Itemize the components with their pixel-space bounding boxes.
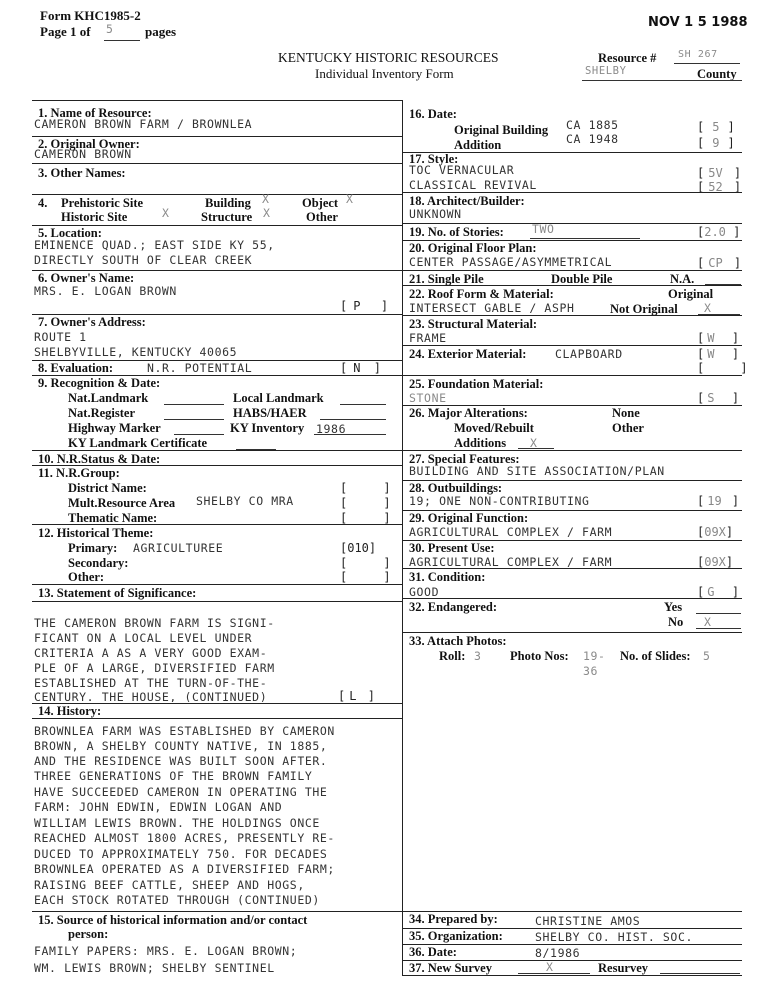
exterior-code-bracket: [ W ] [697,347,740,361]
moved-rebuilt-label: Moved/Rebuilt [454,421,534,435]
slides-value: 5 [703,649,711,663]
endangered-no-label: No [668,615,684,629]
secondary-theme-code-bracket: [ ] [340,556,391,570]
page-suffix: pages [145,24,177,39]
secondary-theme-label: Secondary: [68,556,129,570]
district-name-label: District Name: [68,481,147,495]
field-16-label: 16. Date: [409,107,457,121]
foundation-value: STONE [409,391,447,405]
condition-code: G [707,585,715,599]
slides-label: No. of Slides: [620,649,691,663]
mult-resource-area-label: Mult.Resource Area [68,496,176,510]
nat-landmark-label: Nat.Landmark [68,391,149,405]
nat-landmark-line [164,404,224,405]
field-18-label: 18. Architect/Builder: [409,194,525,208]
structure-mark: X [263,206,271,220]
field-3-label: 3. Other Names: [38,166,126,180]
form-title: KENTUCKY HISTORIC RESOURCES [278,50,499,65]
roll-label: Roll: [439,649,466,663]
stories-code: 2.0 [704,225,726,239]
other-label: Other [306,210,338,224]
history-line-4: THREE GENERATIONS OF THE BROWN FAMILY [34,769,313,783]
floor-plan-value: CENTER PASSAGE/ASYMMETRICAL [409,255,613,269]
history-line-9: DUCED TO APPROXIMATELY 750. FOR DECADES [34,847,328,861]
resource-number-value: SH 267 [678,49,718,60]
style-code-2-bracket: [ 52 ] [697,180,742,194]
field-15-label: 15. Source of historical information and/or contact [38,913,308,927]
building-mark: X [262,192,270,206]
significance-line-2: FICANT ON A LOCAL LEVEL UNDER [34,631,253,645]
roof-not-original-line [698,314,740,315]
architect-value: UNKNOWN [409,207,462,221]
addition-label: Addition [454,138,502,152]
field-1-value: CAMERON BROWN FARM / BROWNLEA [34,117,253,131]
field-12-label: 12. Historical Theme: [38,526,154,540]
field-8-label: 8. Evaluation: [38,361,114,375]
history-line-6: FARM: JOHN EDWIN, EDWIN LOGAN AND [34,800,283,814]
addition-value: CA 1948 [566,132,619,146]
exterior-code: W [707,347,715,361]
field-10-label: 10. N.R.Status & Date: [38,452,161,466]
original-building-code: 5 [712,120,720,134]
new-survey-line [518,973,590,974]
rule [402,192,742,193]
new-survey-mark: X [546,960,554,974]
form-subtitle: Individual Inventory Form [315,66,454,81]
roof-original-label: Original [668,287,714,301]
highway-marker-label: Highway Marker [68,421,161,435]
structural-material-value: FRAME [409,331,447,345]
object-mark: X [346,192,354,206]
structural-code: W [707,331,715,345]
original-function-value: AGRICULTURAL COMPLEX / FARM [409,525,613,539]
nat-register-label: Nat.Register [68,406,135,420]
na-label: N.A. [670,272,695,286]
style-code-2: 52 [708,180,723,194]
prepared-date-value: 8/1986 [535,946,581,960]
field-11-label: 11. N.R.Group: [38,466,120,480]
field-29-label: 29. Original Function: [409,511,529,525]
ky-inventory-value: 1986 [316,422,347,436]
object-label: Object [302,196,339,210]
thematic-code-bracket: [ ] [340,511,391,525]
history-line-8: REACHED ALMOST 1800 ACRES, PRESENTLY RE- [34,831,335,845]
organization-value: SHELBY CO. HIST. SOC. [535,930,693,944]
form-id: Form KHC1985-2 [40,8,141,23]
structure-label: Structure [201,210,253,224]
field-14-label: 14. History: [38,704,102,718]
roof-not-original-mark: X [704,301,712,315]
prehistoric-site-label: Prehistoric Site [61,196,144,210]
field-4-label: 4. [38,196,48,210]
present-use-code: 09X [704,555,726,569]
field-13-label: 13. Statement of Significance: [38,586,197,600]
field-23-label: 23. Structural Material: [409,317,538,331]
style-line-1: TOC VERNACULAR [409,163,515,177]
history-line-2: BROWN, A SHELBY COUNTY NATIVE, IN 1885, [34,739,328,753]
significance-code-bracket: [ L ] [338,689,375,703]
field-34-label: 34. Prepared by: [409,912,498,926]
rule [32,163,402,164]
exterior-code-2-bracket: [ ] [697,361,748,375]
owner-code-bracket: [ P ] [340,299,389,313]
significance-line-3: CRITERIA A AS A VERY GOOD EXAM- [34,646,268,660]
field-22-label: 22. Roof Form & Material: [409,287,554,301]
roll-value: 3 [474,649,482,663]
rule [32,450,402,451]
evaluation-code-bracket: [ N ] [340,361,381,375]
primary-theme-code: 010 [347,541,369,555]
endangered-yes-label: Yes [664,600,683,614]
style-line-2: CLASSICAL REVIVAL [409,178,537,192]
floor-plan-code-bracket: [ CP ] [697,256,742,270]
additions-mark: X [530,436,538,450]
district-code-bracket: [ ] [340,481,391,495]
rule [32,911,402,912]
field-33-label: 33. Attach Photos: [409,634,507,648]
history-line-3: AND THE RESIDENCE WAS BUILT SOON AFTER. [34,754,328,768]
significance-code: L [349,689,357,703]
history-line-5: HAVE SUCCEEDED CAMERON IN OPERATING THE [34,785,328,799]
outbuildings-value: 19; ONE NON-CONTRIBUTING [409,494,590,508]
roof-not-original-label: Not Original [610,302,678,316]
original-building-value: CA 1885 [566,118,619,132]
floor-plan-code: CP [708,256,723,270]
significance-line-1: THE CAMERON BROWN FARM IS SIGNI- [34,616,275,630]
photo-nos-value: 19- [583,649,606,663]
thematic-name-label: Thematic Name: [68,511,158,525]
local-landmark-label: Local Landmark [233,391,324,405]
field-15-label-2: person: [68,927,109,941]
alterations-none-label: None [612,406,640,420]
field-25-label: 25. Foundation Material: [409,377,544,391]
local-landmark-line [340,404,386,405]
owner-address-line-2: SHELBYVILLE, KENTUCKY 40065 [34,345,238,359]
addition-code-bracket: [ 9 ] [697,136,735,150]
field-32-label: 32. Endangered: [409,600,497,614]
ky-landmark-certificate-label: KY Landmark Certificate [68,436,208,450]
field-31-label: 31. Condition: [409,570,486,584]
stories-value: TWO [532,222,555,236]
history-line-11: RAISING BEEF CATTLE, SHEEP AND HOGS, [34,878,305,892]
location-line-2: DIRECTLY SOUTH OF CLEAR CREEK [34,253,253,267]
present-use-code-bracket: [09X] [697,555,734,569]
rule [402,975,742,976]
history-line-10: BROWNLEA OPERATED AS A DIVERSIFIED FARM; [34,862,335,876]
rule [32,601,402,602]
owner-address-line-1: ROUTE 1 [34,330,87,344]
field-21-label: 21. Single Pile [409,272,484,286]
prepared-by-value: CHRISTINE AMOS [535,914,641,928]
primary-theme-code-bracket: [010] [340,541,377,555]
field-27-label: 27. Special Features: [409,452,520,466]
exterior-material-value: CLAPBOARD [555,347,623,361]
historic-site-label: Historic Site [61,210,128,224]
field-37-label: 37. New Survey [409,961,492,975]
location-line-1: EMINENCE QUAD.; EAST SIDE KY 55, [34,238,275,252]
rule [402,315,742,316]
mult-resource-area-value: SHELBY CO MRA [196,494,294,508]
highway-marker-line [174,434,224,435]
page-total-line [104,40,140,41]
certificate-line [236,449,276,450]
history-line-1: BROWNLEA FARM WAS ESTABLISHED BY CAMERON [34,724,335,738]
endangered-no-mark: X [704,615,712,629]
page-prefix: Page 1 of [40,24,91,39]
received-date-stamp: NOV 1 5 1988 [648,15,748,30]
owner-code: P [353,299,361,313]
condition-value: GOOD [409,585,440,599]
page-total: 5 [106,22,114,36]
field-28-label: 28. Outbuildings: [409,481,503,495]
foundation-code: S [707,391,715,405]
significance-line-6: CENTURY. THE HOUSE, (CONTINUED) [34,690,268,702]
significance-line-4: PLE OF A LARGE, DIVERSIFIED FARM [34,661,275,675]
special-features-value: BUILDING AND SITE ASSOCIATION/PLAN [409,464,665,478]
column-divider [402,100,403,976]
rule [402,632,742,633]
left-top-rule [32,100,402,101]
rule [32,718,402,719]
foundation-code-bracket: [ S ] [697,391,740,405]
field-2-label: 2. Original Owner: [38,137,140,151]
original-building-label: Original Building [454,123,549,137]
condition-code-bracket: [ G ] [697,585,740,599]
field-7-label: 7. Owner's Address: [38,315,146,329]
habs-haer-label: HABS/HAER [233,406,307,420]
mult-resource-code-bracket: [ ] [340,496,391,510]
original-function-code-bracket: [09X] [697,525,734,539]
rule [402,270,742,271]
field-30-label: 30. Present Use: [409,541,495,555]
original-building-code-bracket: [ 5 ] [697,120,735,134]
field-5-label: 5. Location: [38,226,102,240]
na-line [705,284,741,285]
stories-code-bracket: [2.0 ] [697,225,741,239]
field-1-label: 1. Name of Resource: [38,106,152,120]
significance-line-5: ESTABLISHED AT THE TURN-OF-THE- [34,676,268,690]
style-code-1: 5V [708,166,723,180]
field-26-label: 26. Major Alterations: [409,406,528,420]
resurvey-line [660,973,740,974]
rule [402,450,742,451]
double-pile-label: Double Pile [551,272,613,286]
habs-haer-line [320,419,386,420]
field-24-label: 24. Exterior Material: [409,347,527,361]
other-theme-label: Other: [68,570,105,584]
source-line-1: FAMILY PAPERS: MRS. E. LOGAN BROWN; [34,944,298,958]
county-line [582,80,742,81]
resource-number-line [674,63,740,64]
rule [32,584,402,585]
rule [402,345,742,346]
evaluation-code: N [353,361,361,375]
endangered-no-line [696,628,741,629]
additions-label: Additions [454,436,507,450]
county-value: SHELBY [585,65,627,77]
ky-inventory-label: KY Inventory [230,421,305,435]
alterations-other-label: Other [612,421,644,435]
history-line-7: WILLIAM LEWIS BROWN. THE HOLDINGS ONCE [34,816,320,830]
building-label: Building [205,196,251,210]
owner-name-value: MRS. E. LOGAN BROWN [34,284,177,298]
rule [402,598,742,599]
field-2-value: CAMERON BROWN [34,147,132,161]
present-use-value: AGRICULTURAL COMPLEX / FARM [409,555,613,569]
primary-theme-label: Primary: [68,541,118,555]
field-9-label: 9. Recognition & Date: [38,376,161,390]
field-36-label: 36. Date: [409,945,457,959]
style-code-1-bracket: [ 5V ] [697,166,742,180]
historic-site-mark: X [162,206,170,220]
field-19-label: 19. No. of Stories: [409,225,504,239]
original-function-code: 09X [704,525,726,539]
additions-line [518,448,554,449]
outbuildings-code: 19 [707,494,722,508]
addition-code: 9 [712,136,720,150]
outbuildings-code-bracket: [ 19 ] [697,494,740,508]
field-35-label: 35. Organization: [409,929,503,943]
resource-number-label: Resource # [598,51,657,65]
photo-nos-label: Photo Nos: [510,649,569,663]
photo-nos-value-2: 36 [583,664,599,678]
endangered-yes-line [696,613,741,614]
evaluation-value: N.R. POTENTIAL [147,361,253,375]
rule [402,223,742,224]
field-6-label: 6. Owner's Name: [38,271,135,285]
primary-theme-value: AGRICULTUREE [133,541,224,555]
field-17-label: 17. Style: [409,152,459,166]
structural-code-bracket: [ W ] [697,331,740,345]
ky-inventory-line [314,434,386,435]
rule [402,375,742,376]
stories-line [530,238,640,239]
history-line-12: EACH STOCK ROTATED THROUGH (CONTINUED) [34,893,320,907]
nat-register-line [164,419,224,420]
field-20-label: 20. Original Floor Plan: [409,241,537,255]
resurvey-label: Resurvey [598,961,648,975]
roof-value: INTERSECT GABLE / ASPH [409,301,575,315]
other-theme-code-bracket: [ ] [340,570,391,584]
source-line-2: WM. LEWIS BROWN; SHELBY SENTINEL [34,961,275,975]
county-label: County [697,67,737,81]
